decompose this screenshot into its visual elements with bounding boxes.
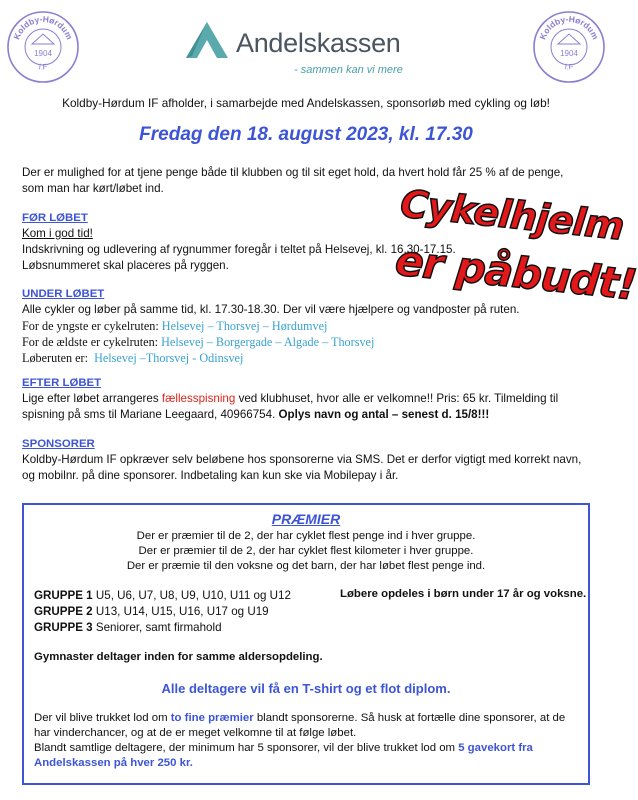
run-route-line <box>22 350 592 366</box>
route-label: For de yngste er cykelruten: <box>22 319 159 333</box>
bold-text: Oplys navn og antal – senest d. 15/8!!! <box>278 408 490 421</box>
logo-tagline: - sammen kan vi mere <box>294 64 403 76</box>
prizes-title: PRÆMIER <box>271 511 341 527</box>
group-label: GRUPPE 2 <box>34 605 93 618</box>
text: ved klubhuset, hvor alle er velkomne!! Pris: 65 kr. Tilmelding til <box>238 392 559 405</box>
prize-rule: Der er præmier til de 2, der har cyklet flest penge ind i hver gruppe. <box>136 530 476 542</box>
gift-line2: Andelskassen på hver 250 kr. <box>34 757 193 769</box>
andelskassen-logo <box>182 14 428 84</box>
svg-text:Koldby-Hørdum: Koldby-Hørdum <box>11 13 75 41</box>
after-race-section <box>22 375 592 423</box>
group-label: GRUPPE 1 <box>34 589 93 602</box>
youngest-route-line <box>22 318 592 334</box>
group-desc: U5, U6, U7, U8, U9, U10, U11 og U12 <box>95 589 291 602</box>
helmet-notice-line1: Cykelhjelm <box>398 181 626 249</box>
svg-text:1904: 1904 <box>560 49 578 58</box>
groups-list <box>34 588 291 636</box>
route-label: For de ældste er cykelruten: <box>22 335 159 349</box>
club-seal-right <box>532 10 606 84</box>
prizes-box <box>22 503 590 785</box>
group-item <box>34 588 291 604</box>
group-label: GRUPPE 3 <box>34 621 93 634</box>
club-seal-left <box>6 10 80 84</box>
section-line: Løbsnummeret skal placeres på ryggen. <box>22 259 229 272</box>
section-line: og mobilnr. på dine sponsorer. Indbetaling kan kun ske via Mobilepay i år. <box>22 469 399 482</box>
highlight-text: fællesspisning <box>161 392 236 405</box>
gymnasts-note: Gymnaster deltager inden for samme aldersopdeling. <box>34 651 323 663</box>
svg-text:1904: 1904 <box>34 49 52 58</box>
during-race-section <box>22 286 592 366</box>
section-line: Alle cykler og løber på samme tid, kl. 17.30-18.30. Der vil være hjælpere og vandposter på ruten. <box>22 303 520 316</box>
text: spisning på sms til Mariane Leegaard, 40966754. <box>22 408 276 421</box>
intro-text: Koldby-Hørdum IF afholder, i samarbejde med Andelskassen, sponsorløb med cykling og løb! <box>62 96 550 110</box>
section-line: Indskrivning og udlevering af rygnummer foregår i teltet på Helsevej, kl. 16.30-17.15. <box>22 243 456 256</box>
logo-name: Andelskassen <box>236 28 401 58</box>
after-race-line2 <box>22 407 592 423</box>
route-value: Helsevej – Borgergade – Algade – Thorsvej <box>161 335 375 349</box>
section-title: SPONSORER <box>22 438 95 450</box>
gift-line1 <box>34 741 584 756</box>
draw-line2: har vinderchancer, og at de er meget velkomne til at følge løbet. <box>34 727 357 739</box>
section-title: FØR LØBET <box>22 212 88 224</box>
route-value: Helsevej –Thorsvej - Odinsvej <box>94 351 244 365</box>
text: blandt sponsorerne. Så husk at fortælle dine sponsorer, at de <box>256 712 566 724</box>
route-label: Løberuten er: <box>22 351 88 365</box>
group-desc: Seniorer, samt firmahold <box>95 621 222 634</box>
draw-line1 <box>34 711 584 726</box>
section-line: Koldby-Hørdum IF opkræver selv beløbene hos sponsorerne via SMS. Det er derfor vigtigt med korrekt navn, <box>22 453 582 466</box>
before-race-section <box>22 210 592 274</box>
sponsors-section <box>22 436 592 484</box>
route-value: Helsevej – Thorsvej – Hørdumvej <box>161 319 328 333</box>
triangle-logo-icon <box>182 18 232 60</box>
helmet-notice-line2: er påbudt! <box>393 235 638 310</box>
prize-rule: Der er præmier til de 2, der har cyklet flest kilometer i hver gruppe. <box>138 545 474 557</box>
prize-rule: Der er præmie til den voksne og det barn, der har løbet flest penge ind. <box>126 560 486 572</box>
section-title: EFTER LØBET <box>22 377 102 389</box>
draw-text <box>34 711 584 771</box>
event-date: Fredag den 18. august 2023, kl. 17.30 <box>139 124 473 145</box>
text: Lige efter løbet arrangeres <box>22 392 159 405</box>
highlight-text: to fine præmier <box>170 712 254 724</box>
oldest-route-line <box>22 334 592 350</box>
tshirt-line: Alle deltagere vil få en T-shirt og et flot diplom. <box>161 681 451 696</box>
text: Der vil blive trukket lod om <box>34 712 168 724</box>
greeting: Kom i god tid! <box>22 227 93 240</box>
description-line: som man har kørt/løbet ind. <box>22 182 164 195</box>
runners-note: Løbere opdeles i børn under 17 år og voksne. <box>340 588 587 600</box>
text: Blandt samtlige deltagere, der minimum har 5 sponsorer, vil der blive trukket lod om <box>34 742 456 754</box>
section-title: UNDER LØBET <box>22 288 105 300</box>
description-line: Der er mulighed for at tjene penge både til klubben og til sit eget hold, da hvert hold får 25 % af de penge, <box>22 166 564 179</box>
svg-text:I.F: I.F <box>564 62 574 72</box>
group-item <box>34 604 291 620</box>
group-desc: U13, U14, U15, U16, U17 og U19 <box>95 605 269 618</box>
group-item <box>34 620 291 636</box>
svg-text:Koldby-Hørdum: Koldby-Hørdum <box>537 13 601 41</box>
prizes-rules <box>24 529 588 574</box>
svg-text:I.F: I.F <box>38 62 48 72</box>
highlight-text: 5 gavekort fra <box>458 742 533 754</box>
after-race-line1 <box>22 391 592 407</box>
